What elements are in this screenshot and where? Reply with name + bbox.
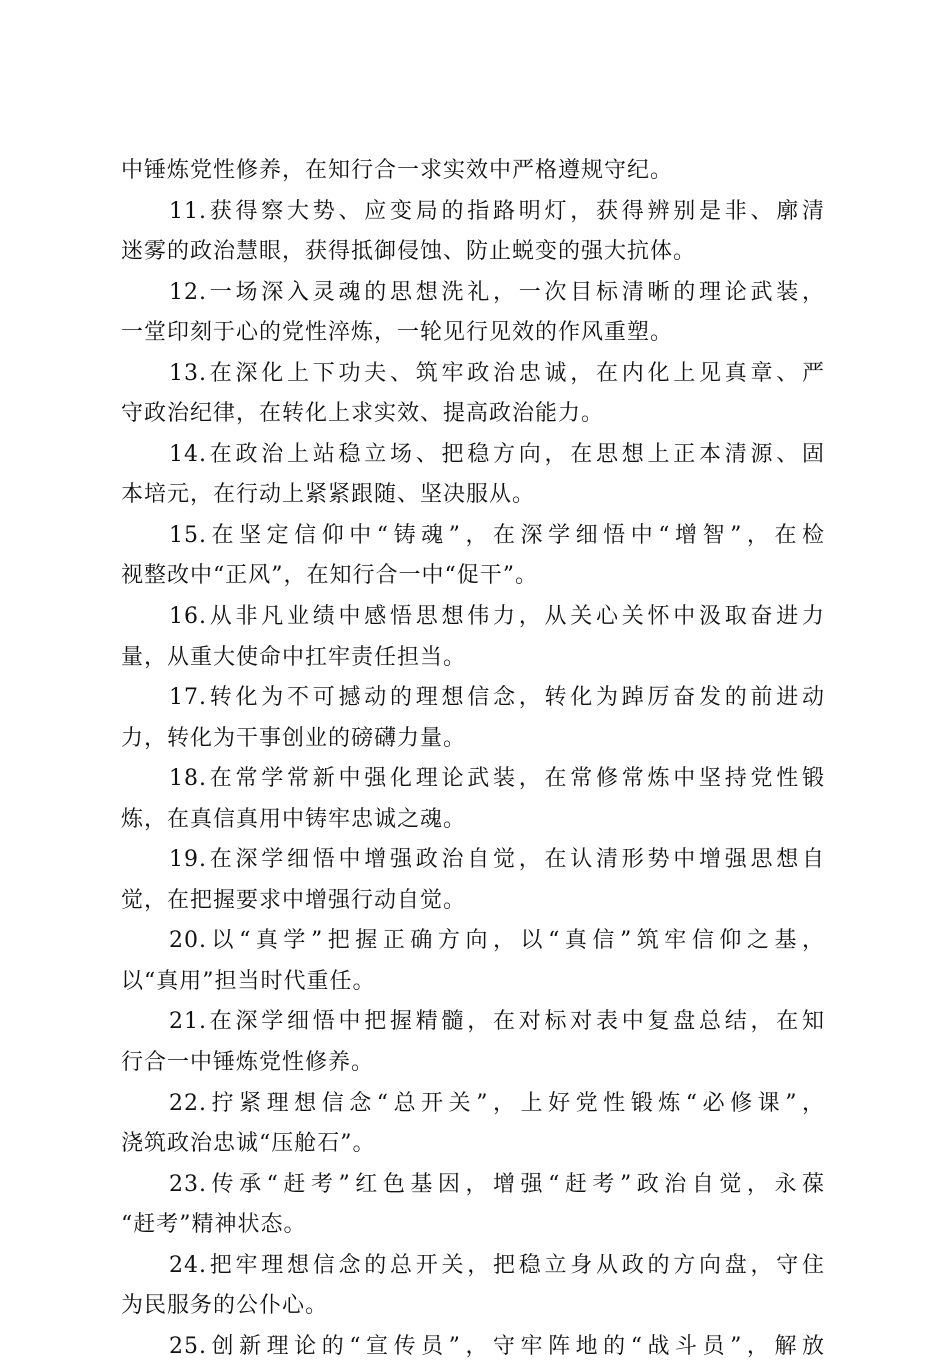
paragraph-line: 为民服务的公仆心。 [121, 1293, 329, 1319]
paragraph-line: 守政治纪律，在转化上求实效、提高政治能力。 [121, 401, 605, 427]
paragraph-line: 力，转化为干事创业的磅礴力量。 [121, 725, 467, 751]
paragraph-line: 以“真用”担当时代重任。 [121, 968, 376, 994]
paragraph-line: 浇筑政治忠诚“压舱石”。 [121, 1131, 376, 1157]
paragraph-first-line: 21.在深学细悟中把握精髓，在对标对表中复盘总结，在知 [169, 1009, 825, 1035]
paragraph-line: “赶考”精神状态。 [121, 1212, 307, 1238]
paragraph-line: 迷雾的政治慧眼，获得抵御侵蚀、防止蜕变的强大抗体。 [121, 239, 697, 265]
paragraph-first-line: 23.传承“赶考”红色基因，增强“赶考”政治自觉，永葆 [169, 1171, 825, 1197]
paragraph-first-line: 15.在坚定信仰中“铸魂”，在深学细悟中“增智”，在检 [169, 522, 825, 548]
paragraph-first-line: 19.在深学细悟中增强政治自觉，在认清形势中增强思想自 [169, 847, 825, 873]
paragraph-line: 中锤炼党性修养，在知行合一求实效中严格遵规守纪。 [121, 158, 674, 183]
paragraph-first-line: 16.从非凡业绩中感悟思想伟力，从关心关怀中汲取奋进力 [169, 604, 825, 630]
paragraph-first-line: 17.转化为不可撼动的理想信念，转化为踔厉奋发的前进动 [169, 685, 825, 711]
paragraph-line: 本培元，在行动上紧紧跟随、坚决服从。 [121, 482, 536, 508]
paragraph-line: 行合一中锤炼党性修养。 [121, 1050, 375, 1076]
paragraph-first-line: 18.在常学常新中强化理论武装，在常修常炼中坚持党性锻 [169, 766, 825, 792]
paragraph-line: 炼，在真信真用中铸牢忠诚之魂。 [121, 806, 467, 832]
paragraph-first-line: 14.在政治上站稳立场、把稳方向，在思想上正本清源、固 [169, 441, 825, 467]
paragraph-first-line: 13.在深化上下功夫、筑牢政治忠诚，在内化上见真章、严 [169, 360, 825, 386]
paragraph-line: 视整改中“正风”，在知行合一中“促干”。 [121, 563, 538, 589]
paragraph-first-line: 24.把牢理想信念的总开关，把稳立身从政的方向盘，守住 [169, 1252, 825, 1278]
paragraph-first-line: 25.创新理论的“宣传员”，守牢阵地的“战斗员”，解放 [169, 1333, 825, 1359]
paragraph-first-line: 22.拧紧理想信念“总开关”，上好党性锻炼“必修课”， [169, 1090, 825, 1116]
paragraph-line: 一堂印刻于心的党性淬炼，一轮见行见效的作风重塑。 [121, 320, 674, 346]
paragraph-first-line: 11.获得察大势、应变局的指路明灯，获得辨别是非、廓清 [169, 198, 825, 224]
document-body [121, 151, 825, 1367]
paragraph-line: 觉，在把握要求中增强行动自觉。 [121, 887, 467, 913]
paragraph-first-line: 12.一场深入灵魂的思想洗礼，一次目标清晰的理论武装， [169, 279, 825, 305]
paragraph-first-line: 20.以“真学”把握正确方向，以“真信”筑牢信仰之基， [169, 928, 825, 954]
paragraph-line: 量，从重大使命中扛牢责任担当。 [121, 644, 467, 670]
